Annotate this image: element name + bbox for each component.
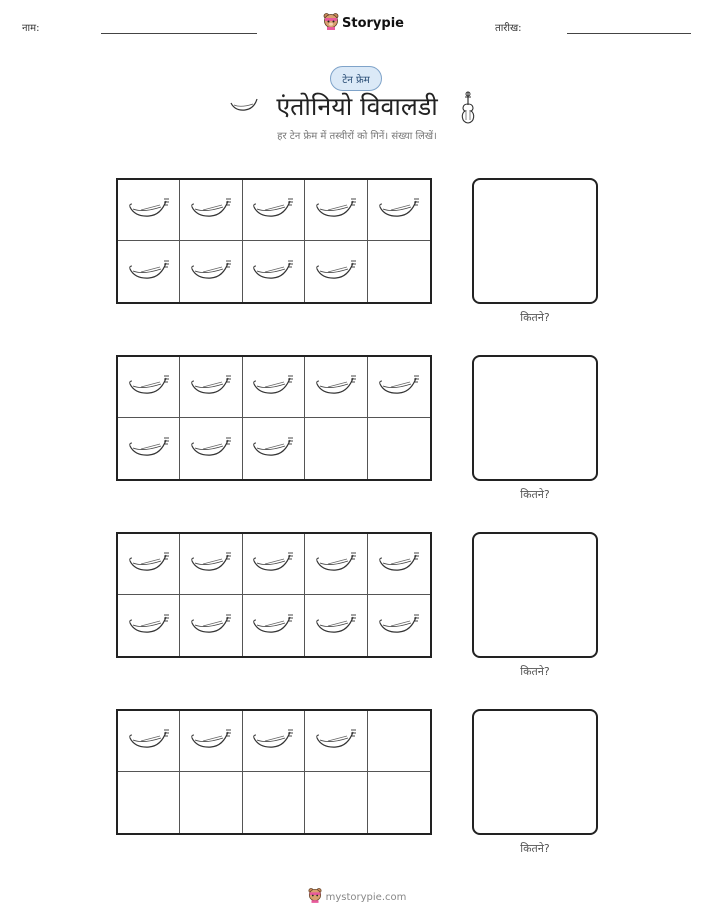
frame-cell xyxy=(180,772,242,833)
prompt-4: कितने? xyxy=(520,842,550,855)
gondola-icon xyxy=(377,611,421,641)
gondola-icon xyxy=(189,195,233,225)
date-label: तारीख: xyxy=(495,23,522,34)
frame-cell xyxy=(368,418,430,479)
gondola-icon xyxy=(251,726,295,756)
answer-box-1[interactable] xyxy=(472,178,598,304)
frame-cell xyxy=(180,711,242,772)
name-line[interactable] xyxy=(101,33,257,34)
gondola-icon xyxy=(127,257,171,287)
ten-frame-3 xyxy=(116,532,432,658)
bear-logo-icon xyxy=(323,12,339,34)
gondola-icon xyxy=(189,372,233,402)
gondola-icon xyxy=(377,549,421,579)
gondola-icon xyxy=(377,195,421,225)
frame-cell xyxy=(243,357,305,418)
frame-cell xyxy=(118,180,180,241)
page-title: एंतोनियो विवालडी xyxy=(276,92,438,121)
frame-cell xyxy=(305,180,367,241)
frame-cell xyxy=(180,357,242,418)
gondola-icon xyxy=(127,549,171,579)
frame-cell xyxy=(118,357,180,418)
gondola-icon xyxy=(377,372,421,402)
gondola-icon xyxy=(127,434,171,464)
gondola-icon xyxy=(251,434,295,464)
frame-cell xyxy=(243,711,305,772)
ten-frame-1 xyxy=(116,178,432,304)
gondola-icon xyxy=(189,726,233,756)
frame-cell xyxy=(118,595,180,656)
gondola-icon xyxy=(251,257,295,287)
gondola-icon xyxy=(314,195,358,225)
gondola-icon xyxy=(189,434,233,464)
gondola-icon xyxy=(314,726,358,756)
gondola-icon xyxy=(127,372,171,402)
frame-cell xyxy=(118,534,180,595)
gondola-icon xyxy=(314,549,358,579)
frame-cell xyxy=(368,772,430,833)
frame-cell xyxy=(305,534,367,595)
frame-cell xyxy=(305,241,367,302)
instructions: हर टेन फ्रेम में तस्वीरों को गिनें। संख्या लिखें। xyxy=(277,131,437,142)
gondola-icon xyxy=(251,195,295,225)
gondola-icon xyxy=(251,611,295,641)
frame-cell xyxy=(368,180,430,241)
date-line[interactable] xyxy=(567,33,691,34)
gondola-icon xyxy=(314,257,358,287)
frame-cell xyxy=(368,534,430,595)
frame-cell xyxy=(243,241,305,302)
prompt-2: कितने? xyxy=(520,488,550,501)
gondola-icon xyxy=(314,611,358,641)
gondola-icon xyxy=(127,611,171,641)
frame-cell xyxy=(368,711,430,772)
prompt-3: कितने? xyxy=(520,665,550,678)
answer-box-3[interactable] xyxy=(472,532,598,658)
violin-icon xyxy=(458,91,478,129)
name-label: नाम: xyxy=(22,23,40,34)
prompt-1: कितने? xyxy=(520,311,550,324)
gondola-icon xyxy=(251,372,295,402)
brand xyxy=(323,12,404,34)
gondola-icon xyxy=(189,257,233,287)
topic-badge: टेन फ्रेम xyxy=(330,66,382,91)
frame-cell xyxy=(118,772,180,833)
frame-cell xyxy=(368,357,430,418)
frame-cell xyxy=(118,711,180,772)
ten-frame-2 xyxy=(116,355,432,481)
gondola-icon xyxy=(189,611,233,641)
frame-cell xyxy=(180,180,242,241)
answer-box-4[interactable] xyxy=(472,709,598,835)
frame-cell xyxy=(243,534,305,595)
answer-box-2[interactable] xyxy=(472,355,598,481)
frame-cell xyxy=(118,241,180,302)
ten-frame-4 xyxy=(116,709,432,835)
bear-logo-icon xyxy=(308,887,322,907)
frame-cell xyxy=(305,711,367,772)
gondola-icon xyxy=(251,549,295,579)
frame-cell xyxy=(118,418,180,479)
frame-cell xyxy=(305,418,367,479)
frame-cell xyxy=(243,772,305,833)
footer-url: mystorypie.com xyxy=(325,891,407,903)
footer xyxy=(0,887,714,907)
brand-name: Storypie xyxy=(342,15,404,31)
gondola-icon xyxy=(127,726,171,756)
frame-cell xyxy=(368,241,430,302)
frame-cell xyxy=(180,534,242,595)
frame-cell xyxy=(243,418,305,479)
frame-cell xyxy=(305,595,367,656)
frame-cell xyxy=(180,241,242,302)
frame-cell xyxy=(243,595,305,656)
gondola-icon xyxy=(314,372,358,402)
gondola-icon xyxy=(189,549,233,579)
frame-cell xyxy=(180,595,242,656)
frame-cell xyxy=(305,772,367,833)
frame-cell xyxy=(243,180,305,241)
frame-cell xyxy=(180,418,242,479)
gondola-icon xyxy=(127,195,171,225)
frame-cell xyxy=(305,357,367,418)
frame-cell xyxy=(368,595,430,656)
